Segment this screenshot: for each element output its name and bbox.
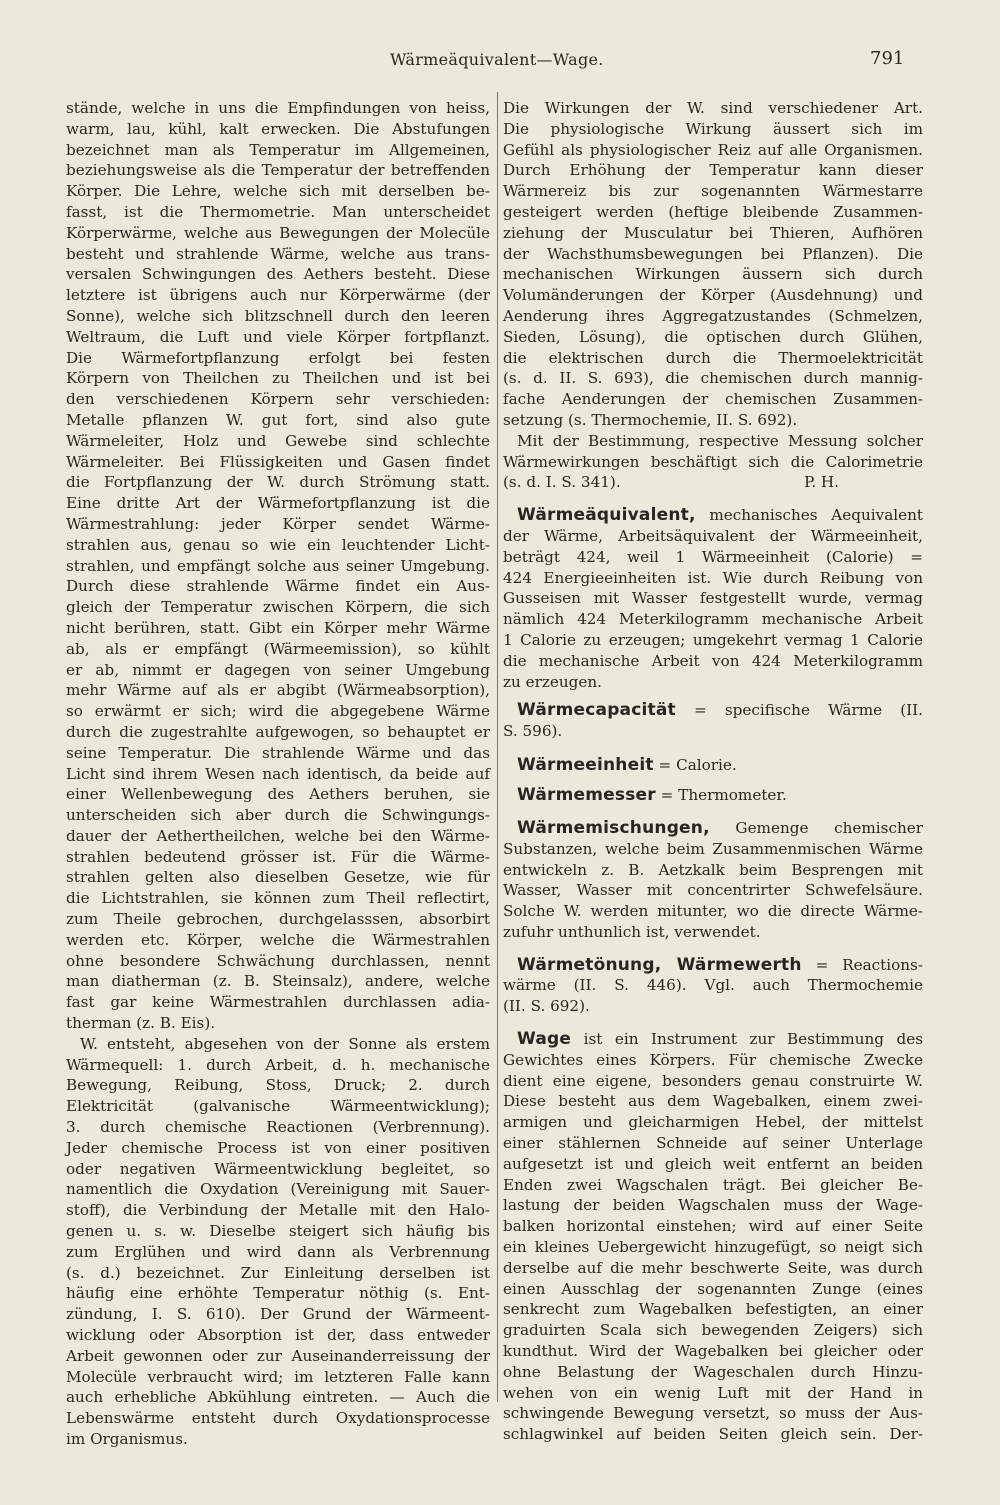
entry-waermetoenung (503, 955, 923, 976)
text-line: balken horizontal einstehen; wird auf einer Seite (503, 1217, 923, 1236)
text-line: einer Wellenbewegung des Aethers beruhen, sie (66, 785, 490, 804)
entry-waermeeinheit (503, 750, 923, 780)
text-line: seine Temperatur. Die strahlende Wärme und das (66, 743, 490, 762)
text-line: 1 Calorie zu erzeugen; umgekehrt vermag 1 Calorie (503, 630, 923, 649)
text-line: namentlich die Oxydation (Vereinigung mit Sauer- (66, 1180, 490, 1199)
text-line: Sieden, Lösung), die optischen durch Glühen, (503, 327, 923, 346)
text-line: wicklung oder Absorption ist der, dass entweder (66, 1326, 490, 1345)
text-line: setzung (s. Thermochemie, II. S. 692). (503, 410, 798, 429)
spacer (503, 493, 923, 505)
text-line: ohne besondere Schwächung durchlassen, nennt (66, 951, 490, 970)
right-column (503, 98, 923, 1445)
text-line: fast gar keine Wärmestrahlen durchlassen adia- (66, 993, 490, 1012)
page-number: 791 (870, 48, 905, 69)
text-line: auch erhebliche Abkühlung eintreten. — Auch die (66, 1388, 490, 1407)
entry-text: = Reactions- (801, 955, 923, 974)
text-line: im Organismus. (66, 1430, 188, 1448)
text-line: Aenderung ihres Aggregatzustandes (Schmelzen, (503, 306, 923, 325)
entry-text: Gemenge chemischer (709, 818, 923, 837)
entry-headword: Wärmemischungen, (517, 817, 710, 838)
entry-wage (503, 1029, 923, 1050)
text-line: Die physiologische Wirkung äussert sich im (503, 119, 923, 138)
text-line: Jeder chemische Process ist von einer positiven (66, 1138, 490, 1157)
text-line: mechanischen Wirkungen äussern sich durch (503, 265, 923, 284)
entry-headword: Wärmetönung, Wärmewerth (517, 954, 802, 975)
text-line: mehr Wärme auf als er abgibt (Wärmeabsorption), (66, 681, 490, 700)
text-line: Volumänderungen der Körper (Ausdehnung) und (503, 286, 923, 305)
text-line: Die Wärmefortpflanzung erfolgt bei festen (66, 348, 490, 367)
text-line: strahlen, und empfängt solche aus seiner Umgebung. (66, 556, 490, 575)
text-line: Durch Erhöhung der Temperatur kann dieser (503, 161, 923, 180)
entry-headword: Wärmecapacität (517, 700, 676, 721)
text-line: fasst, ist die Thermometrie. Man unterscheidet (66, 202, 490, 221)
text-line: einer stählernen Schneide auf seiner Unterlage (503, 1134, 923, 1153)
text-line: Eine dritte Art der Wärmefortpflanzung ist die (66, 494, 490, 513)
text-line: Wärmeleiter, Holz und Gewebe sind schlechte (66, 431, 490, 450)
text-line: Gewichtes eines Körpers. Für chemische Zwecke (503, 1050, 923, 1069)
text-line: besteht und strahlende Wärme, welche aus trans- (66, 244, 490, 263)
text-line: unterscheiden sich aber durch die Schwingungs- (66, 806, 490, 825)
text-line: letztere ist übrigens auch nur Körperwärme (der (66, 286, 490, 305)
text-line: senkrecht zum Wagebalken befestigten, an einer (503, 1300, 923, 1319)
entry-waermeaequivalent (503, 505, 923, 526)
text-line: Metalle pflanzen W. gut fort, sind also gute (66, 410, 490, 429)
text-line: ziehung der Musculatur bei Thieren, Aufhören (503, 223, 923, 242)
text-line: Körperwärme, welche aus Bewegungen der Molecüle (66, 223, 490, 242)
text-line: S. 596). (503, 722, 563, 741)
text-line: durch die zugestrahlte aufgewogen, so behauptet er (66, 722, 490, 741)
left-column (66, 98, 490, 1450)
text-line: 424 Energieeinheiten ist. Wie durch Reibung von (503, 568, 923, 587)
text-line: der Wärme, Arbeitsäquivalent der Wärmeeinheit, (503, 526, 923, 545)
text-line: zufuhr unthunlich ist, verwendet. (503, 922, 761, 941)
entry-waermecapacitaet (503, 700, 923, 721)
text-line: Wärmeleiter. Bei Flüssigkeiten und Gasen findet (66, 452, 490, 471)
text-line: schwingende Bewegung versetzt, so muss der Aus- (503, 1404, 923, 1423)
text-line: zum Erglühen und wird dann als Verbrennung (66, 1242, 490, 1261)
text-line: armigen und gleicharmigen Hebel, der mittelst (503, 1113, 923, 1132)
text-line: dauer der Aethertheilchen, welche bei den Wärme- (66, 826, 490, 845)
text-line: Wärmestrahlung: jeder Körper sendet Wärme- (66, 514, 490, 533)
entry-text: = specifische Wärme (II. (675, 701, 923, 720)
text-line: Enden zwei Wagschalen trägt. Bei gleicher Be- (503, 1175, 923, 1194)
text-line: nicht berühren, statt. Gibt ein Körper mehr Wärme (66, 618, 490, 637)
running-title: Wärmeäquivalent—Wage. (390, 50, 604, 69)
text-line: entwickeln z. B. Aetzkalk beim Besprengen mit (503, 860, 923, 879)
text-line: aufgesetzt ist und gleich weit entfernt an beiden (503, 1154, 923, 1173)
text-line: oder negativen Wärmeentwicklung begleitet, so (66, 1159, 490, 1178)
text-line: Gefühl als physiologischer Reiz auf alle Organismen. (503, 140, 923, 159)
text-line: Molecüle verbraucht wird; im letzteren Falle kann (66, 1367, 490, 1386)
text-line: Weltraum, die Luft und viele Körper fortpflanzt. (66, 327, 490, 346)
text-line: Sonne), welche sich blitzschnell durch den leeren (66, 306, 490, 325)
text-line: beträgt 424, weil 1 Wärmeeinheit (Calorie) = (503, 547, 923, 566)
entry-waermemischungen (503, 818, 923, 839)
text-line: Wärmewirkungen beschäftigt sich die Calorimetrie (503, 452, 923, 471)
text-line: zündung, I. S. 610). Der Grund der Wärmeent- (66, 1305, 490, 1324)
text-line: häufig eine erhöhte Temperatur nöthig (s. Ent- (66, 1284, 490, 1303)
page-header (0, 44, 1000, 74)
text-line: nämlich 424 Meterkilogramm mechanische Arbeit (503, 610, 923, 629)
text-line: (s. d.) bezeichnet. Zur Einleitung derselben ist (66, 1263, 490, 1282)
text-line: versalen Schwingungen des Aethers besteht. Diese (66, 265, 490, 284)
text-line: Wasser, Wasser mit concentrirter Schwefelsäure. (503, 881, 923, 900)
text-line: warm, lau, kühl, kalt erwecken. Die Abstufungen (66, 119, 490, 138)
entry-text: ist ein Instrument zur Bestimmung des (571, 1030, 923, 1049)
text-line: dient eine eigene, besonders genau construirte W. (503, 1071, 923, 1090)
text-line: kundthut. Wird der Wagebalken bei gleicher oder (503, 1342, 923, 1361)
text-line: ab, als er empfängt (Wärmeemission), so kühlt (66, 639, 490, 658)
column-divider (497, 92, 498, 1402)
text-line: Licht sind ihrem Wesen nach identisch, da beide auf (66, 764, 490, 783)
text-line: Substanzen, welche beim Zusammenmischen Wärme (503, 839, 923, 858)
text-line: die Lichtstrahlen, sie können zum Theil reflectirt, (66, 889, 490, 908)
text-line: Die Wirkungen der W. sind verschiedener Art. (503, 99, 923, 117)
text-line: die elektrischen durch die Thermoelektricität (503, 348, 923, 367)
text-line: (II. S. 692). (503, 997, 590, 1016)
text-line: therman (z. B. Eis). (66, 1014, 216, 1033)
text-line: gleich der Temperatur zwischen Körpern, die sich (66, 598, 490, 617)
text-line: derselbe auf die mehr beschwerte Seite, was durch (503, 1258, 923, 1277)
text-line: einen Ausschlag der sogenannten Zunge (eines (503, 1279, 923, 1298)
entry-text: mechanisches Aequivalent (695, 506, 923, 525)
text-line: so erwärmt er sich; wird die abgegebene Wärme (66, 702, 490, 721)
text-line: strahlen aus, genau so wie ein leuchtender Licht- (66, 535, 490, 554)
text-line: 3. durch chemische Reactionen (Verbrennung). (66, 1118, 490, 1137)
text-line: ein kleines Uebergewicht hinzugefügt, so neigt sich (503, 1238, 923, 1257)
text-line: fache Aenderungen der chemischen Zusammen- (503, 390, 923, 409)
text-line: der Wachsthumsbewegungen bei Pflanzen). Die (503, 244, 923, 263)
text-line: zu erzeugen. (503, 672, 602, 691)
text-line: genen u. s. w. Dieselbe steigert sich häufig bis (66, 1222, 490, 1241)
text-line: W. entsteht, abgesehen von der Sonne als erstem (80, 1034, 490, 1053)
text-line: Mit der Bestimmung, respective Messung solcher (517, 431, 923, 450)
text-line: Lebenswärme entsteht durch Oxydationsprocesse (66, 1409, 490, 1428)
text-line: lastung der beiden Wagschalen muss der Wage- (503, 1196, 923, 1215)
text-line: beziehungsweise als die Temperatur der betreffenden (66, 161, 490, 180)
text-line: Arbeit gewonnen oder zur Auseinanderreissung der (66, 1346, 490, 1365)
text-line: ohne Belastung der Wageschalen durch Hinzu- (503, 1362, 923, 1381)
text-line: Durch diese strahlende Wärme findet ein Aus- (66, 577, 490, 596)
text-line: graduirten Scala sich bewegenden Zeigers) sich (503, 1321, 923, 1340)
text-line: den verschiedenen Körpern sehr verschieden: (66, 390, 490, 409)
text-line: Solche W. werden mitunter, wo die directe Wärme- (503, 902, 923, 921)
text-line: Elektricität (galvanische Wärmeentwicklung); (66, 1097, 490, 1116)
text-line: zum Theile gebrochen, durchgelasssen, absorbirt (66, 910, 490, 929)
spacer (503, 810, 923, 818)
entry-headword: Wärmemesser (517, 784, 656, 805)
entry-waermemesser (503, 780, 923, 810)
text-line: werden etc. Körper, welche die Wärmestrahlen (66, 930, 490, 949)
text-line: Gusseisen mit Wasser festgestellt wurde, vermag (503, 589, 923, 608)
text-line: strahlen gelten also dieselben Gesetze, wie für (66, 868, 490, 887)
spacer (503, 692, 923, 700)
entry-text: = Calorie. (653, 755, 737, 774)
text-line: Körper. Die Lehre, welche sich mit derselben be- (66, 182, 490, 201)
entry-headword: Wärmeäquivalent, (517, 505, 696, 526)
text-line: die mechanische Arbeit von 424 Meterkilogramm (503, 651, 923, 670)
text-line: Wärmereiz bis zur sogenannten Wärmestarre (503, 182, 923, 201)
text-line: Diese besteht aus dem Wagebalken, einem zwei- (503, 1092, 923, 1111)
text-line: wehen von ein wenig Luft mit der Hand in (503, 1383, 923, 1402)
text-line: die Fortpflanzung der W. durch Strömung statt. (66, 473, 490, 492)
text-line: wärme (II. S. 446). Vgl. auch Thermochemie (503, 976, 923, 995)
text-line: bezeichnet man als Temperatur im Allgemeinen, (66, 140, 490, 159)
spacer (503, 742, 923, 750)
text-line: gesteigert werden (heftige bleibende Zusammen- (503, 202, 923, 221)
spacer (503, 943, 923, 955)
text-line: Körpern von Theilchen zu Theilchen und ist bei (66, 369, 490, 388)
entry-headword: Wage (517, 1029, 572, 1050)
text-line: (s. d. I. S. 341). P. H. (503, 473, 839, 492)
text-line: stände, welche in uns die Empfindungen von heiss, (66, 99, 490, 117)
text-line: strahlen bedeutend grösser ist. Für die Wärme- (66, 847, 490, 866)
text-line: Wärmequell: 1. durch Arbeit, d. h. mechanische (66, 1055, 490, 1074)
spacer (503, 1017, 923, 1029)
text-line: stoff), die Verbindung der Metalle mit den Halo- (66, 1201, 490, 1220)
text-line: er ab, nimmt er dagegen von seiner Umgebung (66, 660, 490, 679)
text-line: schlagwinkel auf beiden Seiten gleich sein. Der- (503, 1425, 923, 1444)
entry-text: = Thermometer. (655, 785, 787, 804)
text-line: man diatherman (z. B. Steinsalz), andere, welche (66, 972, 490, 991)
entry-headword: Wärmeeinheit (517, 754, 654, 775)
text-line: (s. d. II. S. 693), die chemischen durch mannig- (503, 369, 923, 388)
text-line: Bewegung, Reibung, Stoss, Druck; 2. durch (66, 1076, 490, 1095)
